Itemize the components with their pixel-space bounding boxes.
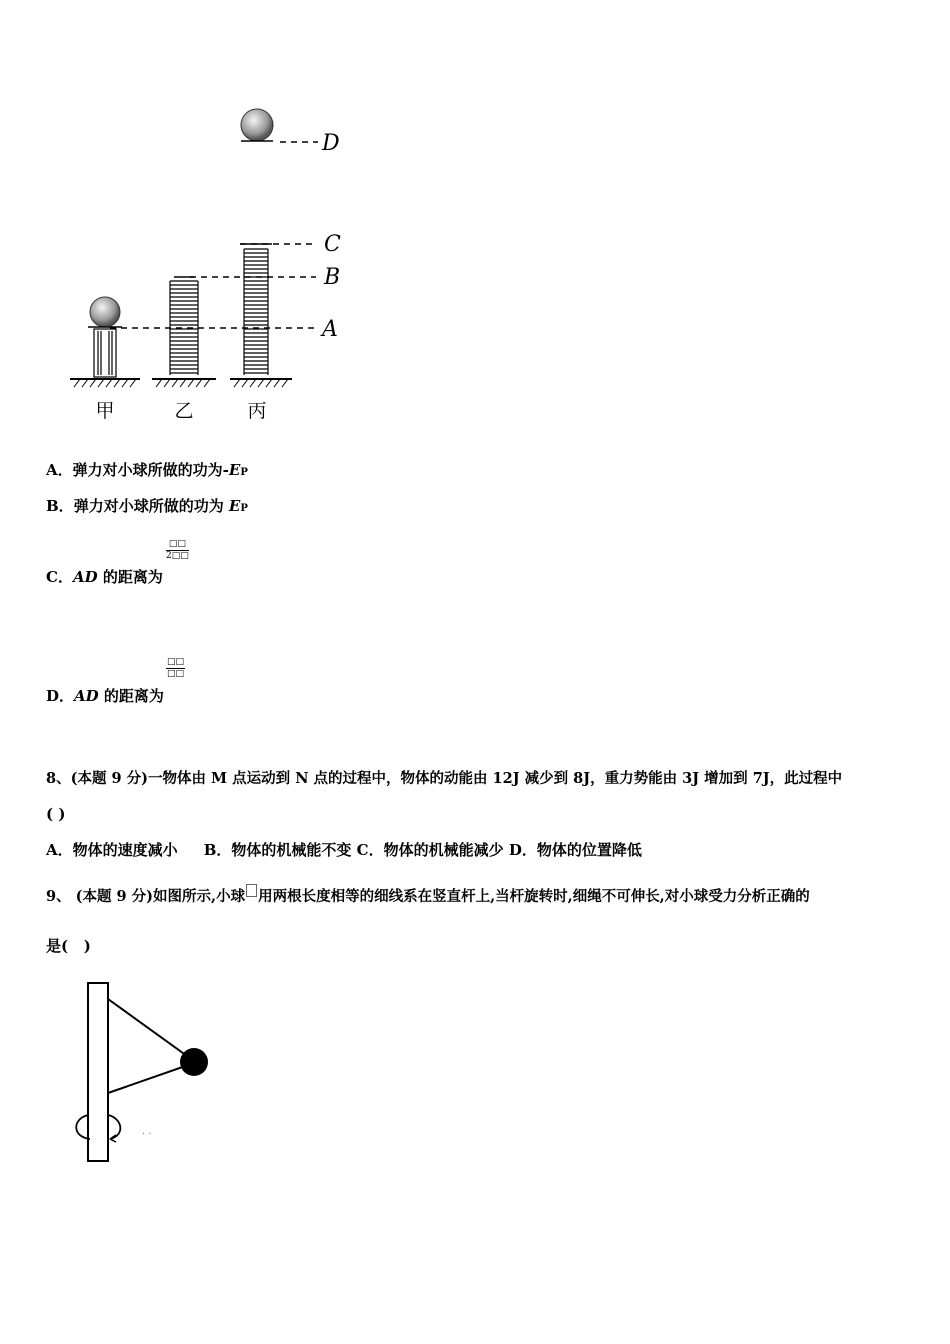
missing-symbol-box — [246, 884, 257, 897]
option-b: B．弹力对小球所做的功为 EP — [46, 497, 248, 515]
q8-paren: ( ) — [46, 805, 66, 823]
vertical-rod — [88, 983, 108, 1161]
option-a: A．弹力对小球所做的功为-EP — [46, 461, 248, 479]
q9-stem: 9、 (本题 9 分)如图所示,小球 用两根长度相等的细线系在竖直杆上,当杆旋转时,细绳不可伸长,对小球受力分析正确的 — [46, 884, 810, 906]
ball-jia — [90, 297, 120, 327]
ball-top — [241, 109, 273, 141]
caption-yi: 乙 — [174, 400, 194, 422]
caption-jia: 甲 — [95, 400, 115, 422]
q9-paren: 是( ) — [46, 937, 91, 955]
option-d: D．AD 的距离为 — [46, 687, 164, 705]
option-c: C．AD 的距离为 — [46, 568, 163, 586]
caption-bing: 丙 — [247, 400, 267, 422]
svg-text:· ·: · · — [142, 1129, 152, 1140]
option-c-fraction: □□ 2□□ — [166, 539, 189, 561]
label-C: C — [324, 232, 341, 257]
label-B: B — [324, 265, 341, 290]
q8-stem: 8、(本题 9 分)一物体由 M 点运动到 N 点的过程中，物体的动能由 12J 减少到 8J，重力势能由 3J 增加到 7J，此过程中 — [46, 770, 843, 787]
spring-figure — [60, 95, 360, 435]
q8-options: A．物体的速度减小 B．物体的机械能不变 C．物体的机械能减少 D．物体的位置降低 — [46, 841, 642, 859]
ball — [180, 1048, 208, 1076]
option-d-fraction: □□ □□ — [167, 657, 185, 679]
label-D: D — [322, 131, 340, 156]
label-A: A — [322, 317, 338, 342]
rod-ball-figure — [70, 975, 230, 1165]
